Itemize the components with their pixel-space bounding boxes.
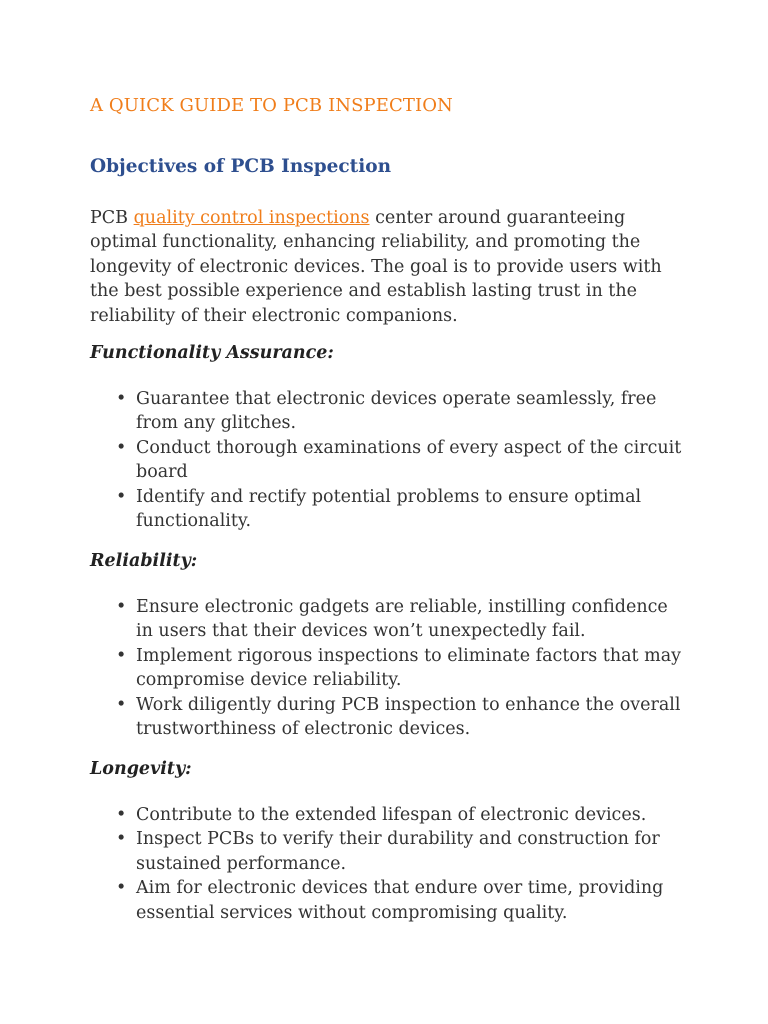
- list-item: [90, 595, 690, 644]
- reliability-heading: Reliability:: [90, 551, 198, 571]
- quality-control-inspections-link[interactable]: quality control inspections: [133, 208, 370, 228]
- list-item: [90, 387, 690, 436]
- list-item: [90, 803, 690, 827]
- list-item: [90, 876, 690, 925]
- bullet-icon: •: [116, 805, 127, 825]
- list-item-text: Aim for electronic devices that endure over time, providing essential services without compromising quality.: [136, 878, 664, 923]
- list-item: [90, 485, 690, 534]
- bullet-icon: •: [116, 486, 127, 507]
- bullet-icon: •: [116, 389, 127, 409]
- section-heading: Objectives of PCB Inspection: [90, 156, 392, 177]
- intro-paragraph: [90, 206, 690, 328]
- bullet-icon: •: [116, 694, 127, 715]
- list-item: [90, 436, 690, 485]
- bullet-icon: •: [116, 597, 127, 617]
- functionality-assurance-heading: Functionality Assurance:: [90, 343, 334, 363]
- document-title: A QUICK GUIDE TO PCB INSPECTION: [90, 95, 453, 116]
- intro-text-rest: center around guaranteeing optimal functionality, enhancing reliability, and promoting the longevity of electronic devices. The goal is to provide users with the best possible experience and establish lasting trust in the reliability of their electronic companions.: [90, 208, 662, 326]
- list-item-text: Implement rigorous inspections to eliminate factors that may compromise device reliability.: [136, 645, 682, 691]
- bullet-icon: •: [116, 645, 127, 666]
- list-item-text: Work diligently during PCB inspection to enhance the overall trustworthiness of electronic devices.: [136, 694, 681, 740]
- bullet-icon: •: [116, 437, 127, 458]
- intro-text-start: PCB: [90, 208, 134, 228]
- functionality-assurance-list: [90, 387, 690, 533]
- list-item-text: Inspect PCBs to verify their durability and construction for sustained performance.: [136, 829, 660, 874]
- longevity-list: [90, 803, 690, 925]
- list-item: [90, 644, 690, 693]
- list-item: [90, 827, 690, 876]
- list-item-text: Conduct thorough examinations of every aspect of the circuit board: [136, 437, 682, 483]
- bullet-icon: •: [116, 829, 127, 850]
- bullet-icon: •: [116, 878, 127, 899]
- list-item-text: Ensure electronic gadgets are reliable, instilling confidence in users that their devices won’t unexpectedly fail.: [136, 597, 668, 642]
- reliability-list: [90, 595, 690, 741]
- longevity-heading: Longevity:: [90, 759, 192, 779]
- list-item-text: Contribute to the extended lifespan of electronic devices.: [136, 805, 647, 825]
- list-item-text: Guarantee that electronic devices operate seamlessly, free from any glitches.: [136, 389, 657, 434]
- list-item: [90, 693, 690, 742]
- list-item-text: Identify and rectify potential problems to ensure optimal functionality.: [136, 486, 642, 532]
